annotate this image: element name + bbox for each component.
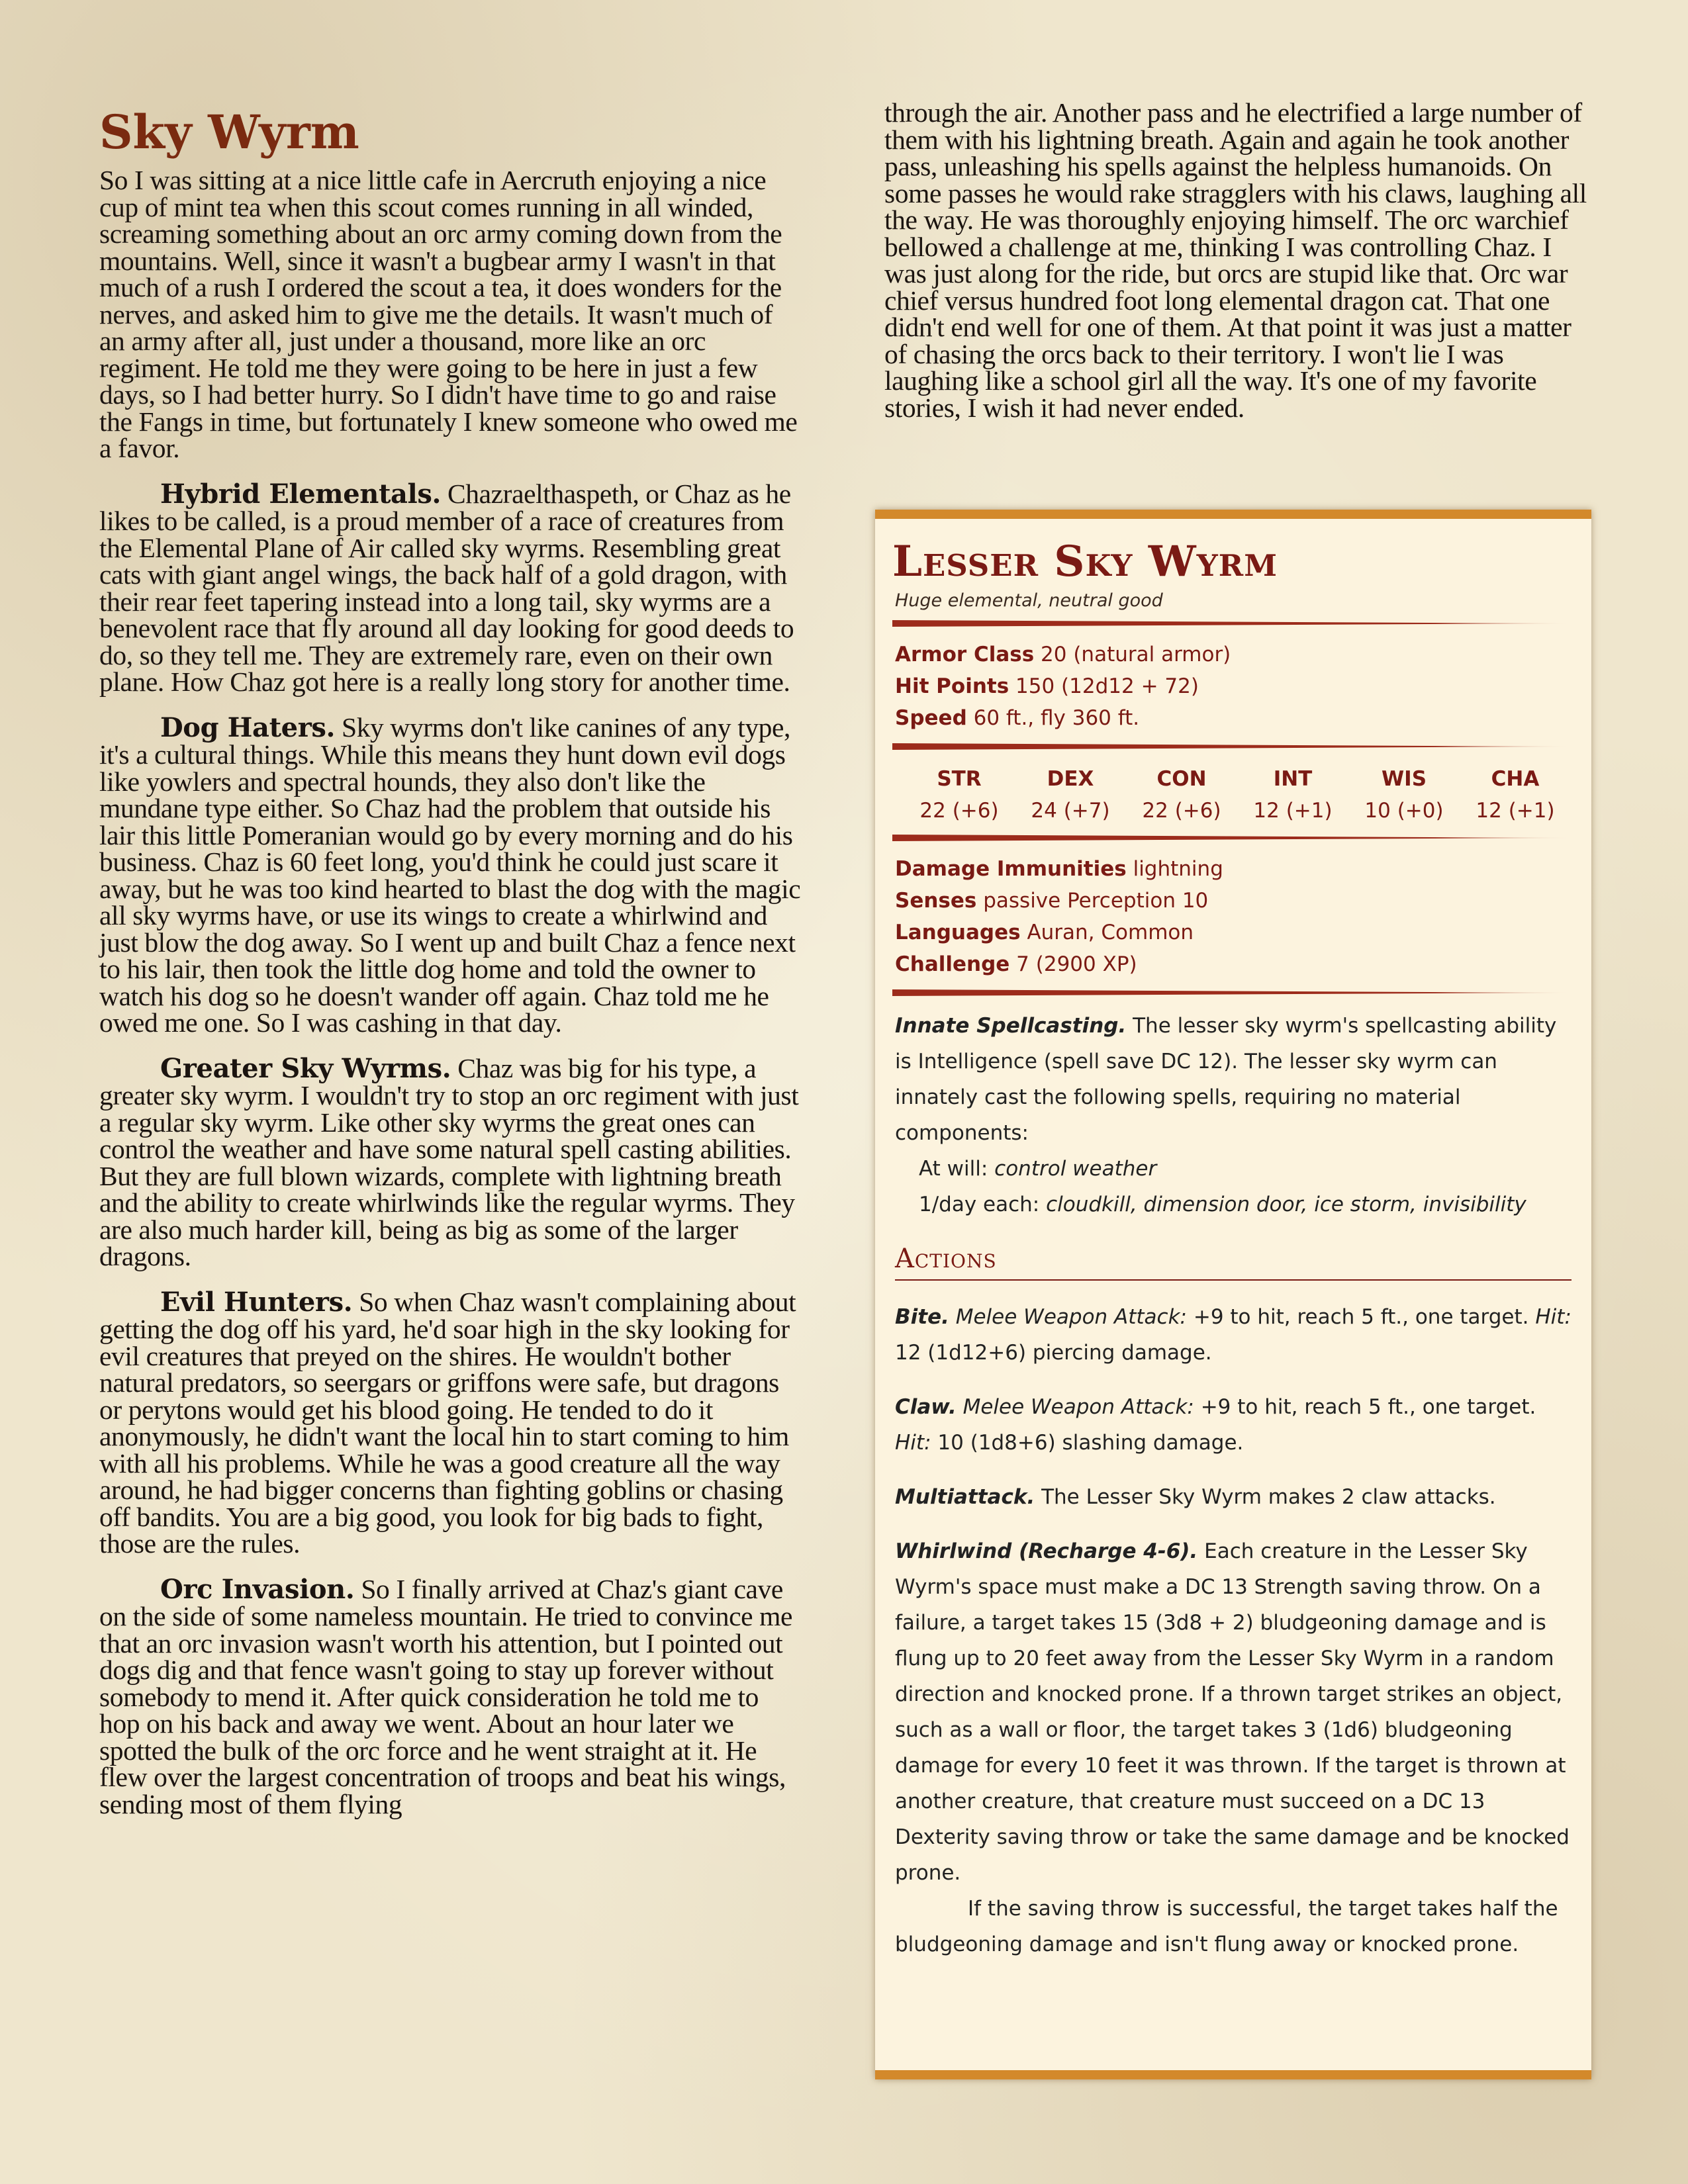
action-name: Multiattack. (895, 1485, 1035, 1509)
paragraph-text: Chazraelthaspeth, or Chaz as he likes to be called, is a proud member of a race of creatures from the Elemental Plane of Air called sky wyrms. Resembling great cats with giant angel wings, the back half of a gold dragon, with their rear feet tapering instead into a long tail, sky wyrms are a benevolent race that fly around all day looking for good deeds to do, so they tell me. They are extremely rare, even on their own plane. How Chaz got here is a really long story for another time. (99, 478, 794, 697)
spell-list: control weather (994, 1157, 1157, 1181)
attack-type: Melee Weapon Attack: (962, 1395, 1194, 1419)
ability-name: INT (1273, 767, 1313, 791)
ability-name: WIS (1381, 767, 1427, 791)
ability-name: STR (937, 767, 982, 791)
attack-type: Melee Weapon Attack: (955, 1305, 1187, 1329)
spell-at-will (895, 1151, 1571, 1187)
spell-frequency: 1/day each: (919, 1193, 1040, 1216)
speed (895, 702, 1571, 734)
stat-block (875, 510, 1591, 2079)
challenge-label: Challenge (895, 952, 1010, 976)
senses (895, 885, 1571, 917)
trait-text: The lesser sky wyrm's spellcasting ability is Intelligence (spell save DC 12). The lesser sky wyrm can innately cast the following spells, requiring no material components: (895, 1014, 1557, 1145)
action-name: Whirlwind (Recharge 4-6). (895, 1539, 1198, 1563)
statblock-name: Lesser Sky Wyrm (892, 537, 1278, 586)
action-claw (895, 1389, 1571, 1461)
spell-frequency: At will: (919, 1157, 988, 1181)
armor-class (895, 639, 1571, 670)
ability-name: CHA (1491, 767, 1540, 791)
hit-text: 12 (1d12+6) piercing damage. (895, 1341, 1212, 1365)
spell-per-day (895, 1187, 1571, 1222)
senses-value: passive Perception 10 (983, 889, 1209, 913)
action-bite (895, 1299, 1571, 1371)
paragraph-text: So I was sitting at a nice little cafe in Aercruth enjoying a nice cup of mint tea when this scout comes running in all winded, screaming something about an orc army coming down from the mountains. Well, since it wasn't a bugbear army I wasn't in that much of a rush I ordered the scout a tea, it does wonders for the nerves, and asked him to give me the details. It wasn't much of an army after all, just under a thousand, more like an orc regiment. He told me they were going to be here in just a few days, so I had better hurry. So I didn't have time to go and raise the Fangs in time, but fortunately I knew someone who owed me a favor. (99, 165, 798, 463)
hit-points-label: Hit Points (895, 674, 1009, 698)
ability-score: 12 (+1) (1476, 799, 1555, 823)
ability-dex (1021, 762, 1120, 825)
ability-name: CON (1156, 767, 1207, 791)
paragraph-lead: Evil Hunters. (160, 1286, 353, 1318)
paragraph-lead: Dog Haters. (160, 711, 336, 743)
action-text: Each creature in the Lesser Sky Wyrm's space must make a DC 13 Strength saving throw. On a failure, a target takes 15 (3d8 + 2) bludgeoning damage and is flung up to 20 feet away from the Lesser Sky Wyrm in a random direction and knocked prone. If a thrown target strikes an object, such as a wall or floor, the target takes 3 (1d6) bludgeoning damage for every 10 feet it was thrown. If the target is thrown at another creature, that creature must succeed on a DC 13 Dexterity saving throw or take the same damage and be knocked prone. (895, 1539, 1570, 1885)
attack-text: +9 to hit, reach 5 ft., one target. (1193, 1305, 1529, 1329)
hit-points (895, 670, 1571, 702)
ability-score: 22 (+6) (1142, 799, 1221, 823)
ability-con (1132, 762, 1231, 825)
ability-int (1243, 762, 1342, 825)
paragraph-lead: Orc Invasion. (160, 1573, 355, 1605)
challenge-value: 7 (2900 XP) (1016, 952, 1137, 976)
ability-cha (1466, 762, 1565, 825)
hit-label: Hit: (895, 1431, 931, 1455)
right-column (884, 99, 1589, 421)
ability-str (910, 762, 1009, 825)
action-text: The Lesser Sky Wyrm makes 2 claw attacks. (1041, 1485, 1496, 1509)
left-column (99, 106, 801, 1836)
innate-spellcasting (895, 1008, 1571, 1151)
paragraph-dog-haters (99, 711, 801, 1038)
ability-name: DEX (1047, 767, 1094, 791)
paragraph-hybrid-elementals (99, 480, 801, 696)
ability-wis (1354, 762, 1454, 825)
paragraph-orc-invasion (99, 1573, 801, 1819)
ability-scores (892, 762, 1571, 825)
paragraph-text: So I finally arrived at Chaz's giant cave on the side of some nameless mountain. He tried to convince me that an orc invasion wasn't worth his attention, but I pointed out dogs dig and that fence wasn't going to stay up forever without somebody to mend it. After quick consideration he told me to hop on his back and away we went. About an hour later we spotted the bulk of the orc force and he went straight at it. He flew over the largest concentration of troops and beat his wings, sending most of them flying (99, 1573, 793, 1819)
ability-score: 22 (+6) (919, 799, 999, 823)
languages-label: Languages (895, 921, 1021, 944)
attack-text: +9 to hit, reach 5 ft., one target. (1200, 1395, 1536, 1419)
hit-points-value: 150 (12d12 + 72) (1015, 674, 1199, 698)
hit-label: Hit: (1535, 1305, 1571, 1329)
damage-immunities-value: lightning (1133, 857, 1223, 881)
challenge (895, 948, 1571, 980)
divider (892, 620, 1571, 627)
paragraph-evil-hunters (99, 1286, 801, 1559)
ability-score: 24 (+7) (1031, 799, 1110, 823)
armor-class-label: Armor Class (895, 643, 1035, 666)
actions-heading: Actions (895, 1242, 1571, 1281)
hit-text: 10 (1d8+6) slashing damage. (937, 1431, 1244, 1455)
paragraph-text: Sky wyrms don't like canines of any type, it's a cultural things. While this means they hunt down evil dogs like yowlers and spectral hounds, they also don't like the mundane type either. So Chaz had the problem that outside his lair this little Pomeranian would go by every morning and do his business. Chaz is 60 feet long, you'd think he could just scare it away, but he was too kind hearted to blast the dog with the magic all sky wyrms have, or use its wings to create a whirlwind and just blow the dog away. So I went up and built Chaz a fence next to his lair, then took the little dog home and told the owner to watch his dog so he doesn't wander off again. Chaz told me he owed me one. So I was cashing in that day. (99, 711, 801, 1038)
paragraph-lead: Hybrid Elementals. (160, 478, 441, 510)
ability-score: 10 (+0) (1364, 799, 1444, 823)
divider (892, 743, 1571, 750)
page-title: Sky Wyrm (99, 105, 359, 159)
languages (895, 917, 1571, 948)
action-whirlwind-success: If the saving throw is successful, the target takes half the bludgeoning damage and isn't flung away or knocked prone. (895, 1897, 1558, 1956)
action-whirlwind (895, 1533, 1571, 1891)
speed-value: 60 ft., fly 360 ft. (973, 706, 1140, 730)
damage-immunities (895, 853, 1571, 885)
action-multiattack (895, 1479, 1571, 1515)
trait-name: Innate Spellcasting. (895, 1014, 1127, 1038)
paragraph-text: Chaz was big for his type, a greater sky wyrm. I wouldn't try to stop an orc regiment with just a regular sky wyrm. Like other sky wyrms the great ones can control the weather and have some natural spell casting abilities. But they are full blown wizards, complete with lightning breath and the ability to create whirlwinds like the regular wyrms. They are also much harder kill, being as big as some of the larger dragons. (99, 1052, 799, 1271)
statblock-type: Huge elemental, neutral good (895, 590, 1163, 611)
spell-list: cloudkill, dimension door, ice storm, invisibility (1046, 1193, 1526, 1216)
speed-label: Speed (895, 706, 967, 730)
ability-score: 12 (+1) (1253, 799, 1333, 823)
languages-value: Auran, Common (1027, 921, 1194, 944)
damage-immunities-label: Damage Immunities (895, 857, 1127, 881)
divider (892, 835, 1571, 841)
divider (892, 989, 1571, 996)
action-name: Bite. (895, 1305, 949, 1329)
intro-paragraph (99, 167, 801, 462)
senses-label: Senses (895, 889, 977, 913)
paragraph-greater-sky-wyrms (99, 1052, 801, 1271)
armor-class-value: 20 (natural armor) (1041, 643, 1231, 666)
paragraph-text: So when Chaz wasn't complaining about getting the dog off his yard, he'd soar high in the sky looking for evil creatures that preyed on the shires. He wouldn't bother natural predators, so seergars or griffons were safe, but dragons or perytons would get his blood going. He tended to do it anonymously, he didn't want the local hin to start coming to him with all his problems. While he was a good creature all the way around, he had bigger concerns than fighting goblins or chasing off bandits. You are a big good, you look for big bads to fight, those are the rules. (99, 1286, 796, 1559)
paragraph-lead: Greater Sky Wyrms. (160, 1052, 451, 1084)
continued-paragraph: through the air. Another pass and he electrified a large number of them with his lightning breath. Again and again he took another pass, unleashing his spells against the helpless humanoids. On some passes he would rake stragglers with his claws, laughing all the way. He was thoroughly enjoying himself. The orc warchief bellowed a challenge at me, thinking I was controlling Chaz. I was just along for the ride, but orcs are stupid like that. Orc war chief versus hundred foot long elemental dragon cat. That one didn't end well for one of them. At that point it was just a matter of chasing the orcs back to their territory. I won't lie I was laughing like a school girl all the way. It's one of my favorite stories, I wish it had never ended. (884, 97, 1587, 423)
action-name: Claw. (895, 1395, 957, 1419)
